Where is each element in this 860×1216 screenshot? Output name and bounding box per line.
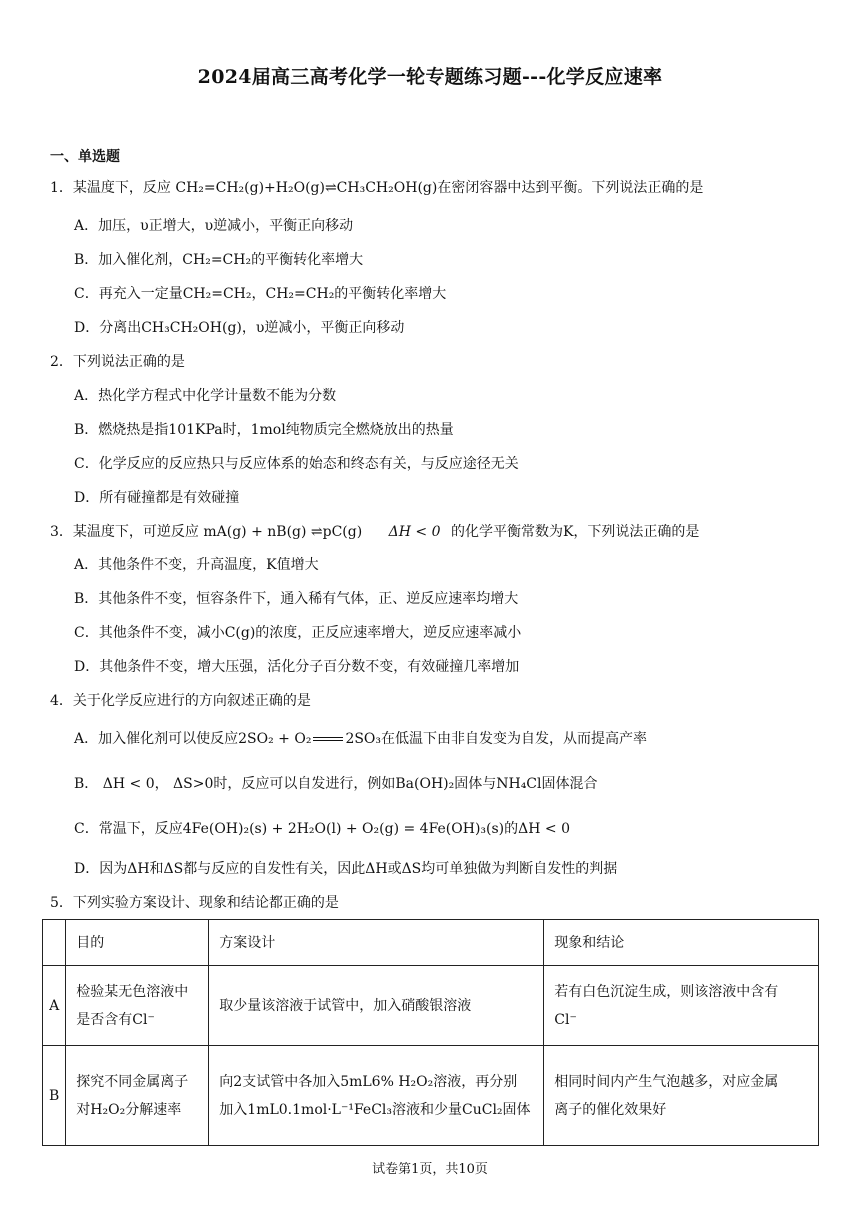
cell-line: 相同时间内产生气泡越多，对应金属 [554,1073,779,1090]
q1-option-d: D．分离出CH₃CH₂OH(g)，υ逆减小，平衡正向移动 [74,320,405,336]
cell-line: 是否含有Cl⁻ [76,1011,155,1028]
q2-stem: 2．下列说法正确的是 [50,354,185,370]
row-letter: B [43,1046,66,1146]
row-design [209,966,544,1046]
q4-option-c: C．常温下，反应4Fe(OH)₂(s) + 2H₂O(l) + O₂(g) = 4Fe(OH)₃(s)的ΔH < 0 [74,821,570,837]
q1-stem: 1．某温度下，反应 CH₂=CH₂(g)+H₂O(g)⇌CH₃CH₂OH(g)在密闭容器中达到平衡。下列说法正确的是 [50,180,704,196]
q3-option-c: C．其他条件不变，减小C(g)的浓度，正反应速率增大，逆反应速率减小 [74,625,522,641]
row-result [544,966,819,1046]
table-header-cell [43,920,66,966]
table-row [43,1046,819,1146]
q3-option-a: A．其他条件不变，升高温度，K值增大 [74,557,319,573]
cell-line: Cl⁻ [554,1011,577,1028]
q4-option-d: D．因为ΔH和ΔS都与反应的自发性有关，因此ΔH或ΔS均可单独做为判断自发性的判据 [74,861,618,877]
cell-line: 加入1mL0.1mol·L⁻¹FeCl₃溶液和少量CuCl₂固体 [219,1101,531,1118]
q1-option-c: C．再充入一定量CH₂=CH₂，CH₂=CH₂的平衡转化率增大 [74,286,447,302]
q4-a-eq-left: 2SO₂ + O₂ [238,731,312,747]
table-header-cell: 方案设计 [209,920,544,966]
cell-line: 若有白色沉淀生成，则该溶液中含有 [554,983,779,1000]
row-purpose [66,1046,209,1146]
q4-option-a [74,729,647,749]
cell-line: 向2支试管中各加入5mL6% H₂O₂溶液，再分别 [219,1073,518,1090]
q4-a-prefix: A．加入催化剂可以使反应 [74,731,239,747]
q4-stem: 4．关于化学反应进行的方向叙述正确的是 [50,693,311,709]
page-footer: 试卷第1页，共10页 [372,1162,488,1177]
row-design [209,1046,544,1146]
table-header-row [43,920,819,966]
q2-option-b: B．燃烧热是指101KPa时，1mol纯物质完全燃烧放出的热量 [74,422,454,438]
q3-stem-enthalpy: ΔH < 0 [388,524,441,540]
row-letter: A [43,966,66,1046]
q1-option-b: B．加入催化剂，CH₂=CH₂的平衡转化率增大 [74,252,364,268]
q5-stem: 5．下列实验方案设计、现象和结论都正确的是 [50,895,339,911]
q4-a-eq-right: 2SO₃ [345,731,382,747]
cell-line: 离子的催化效果好 [554,1101,667,1118]
table-row [43,966,819,1046]
q3-stem-reaction: 3．某温度下，可逆反应 mA(g) + nB(g) ⇌pC(g) [50,524,363,540]
cell-line: 取少量该溶液于试管中，加入硝酸银溶液 [219,997,472,1014]
cell-line: 对H₂O₂分解速率 [76,1101,182,1118]
q1-option-a: A．加压，υ正增大，υ逆减小，平衡正向移动 [74,218,354,234]
q2-option-a: A．热化学方程式中化学计量数不能为分数 [74,388,337,404]
q2-option-c: C．化学反应的反应热只与反应体系的始态和终态有关，与反应途径无关 [74,456,519,472]
q3-option-d: D．其他条件不变，增大压强，活化分子百分数不变，有效碰撞几率增加 [74,659,520,675]
section-heading: 一、单选题 [50,149,120,165]
equilibrium-arrow-icon [313,735,343,743]
cell-line: 探究不同金属离子 [76,1073,189,1090]
q4-a-suffix: 在低温下由非自发变为自发，从而提高产率 [381,731,648,747]
cell-line: 检验某无色溶液中 [76,983,189,1000]
table-header-cell: 现象和结论 [544,920,819,966]
table-header-cell: 目的 [66,920,209,966]
row-result [544,1046,819,1146]
q2-option-d: D．所有碰撞都是有效碰撞 [74,490,240,506]
q4-option-b: B． ΔH < 0， ΔS>0时，反应可以自发进行，例如Ba(OH)₂固体与NH₄Cl固体混合 [74,776,598,792]
q3-stem-question: 的化学平衡常数为K，下列说法正确的是 [450,524,700,540]
q3-option-b: B．其他条件不变，恒容条件下，通入稀有气体，正、逆反应速率均增大 [74,591,519,607]
page-title: 2024届高三高考化学一轮专题练习题---化学反应速率 [197,66,663,88]
q5-table [42,919,819,1146]
q3-stem [50,522,699,542]
row-purpose [66,966,209,1046]
